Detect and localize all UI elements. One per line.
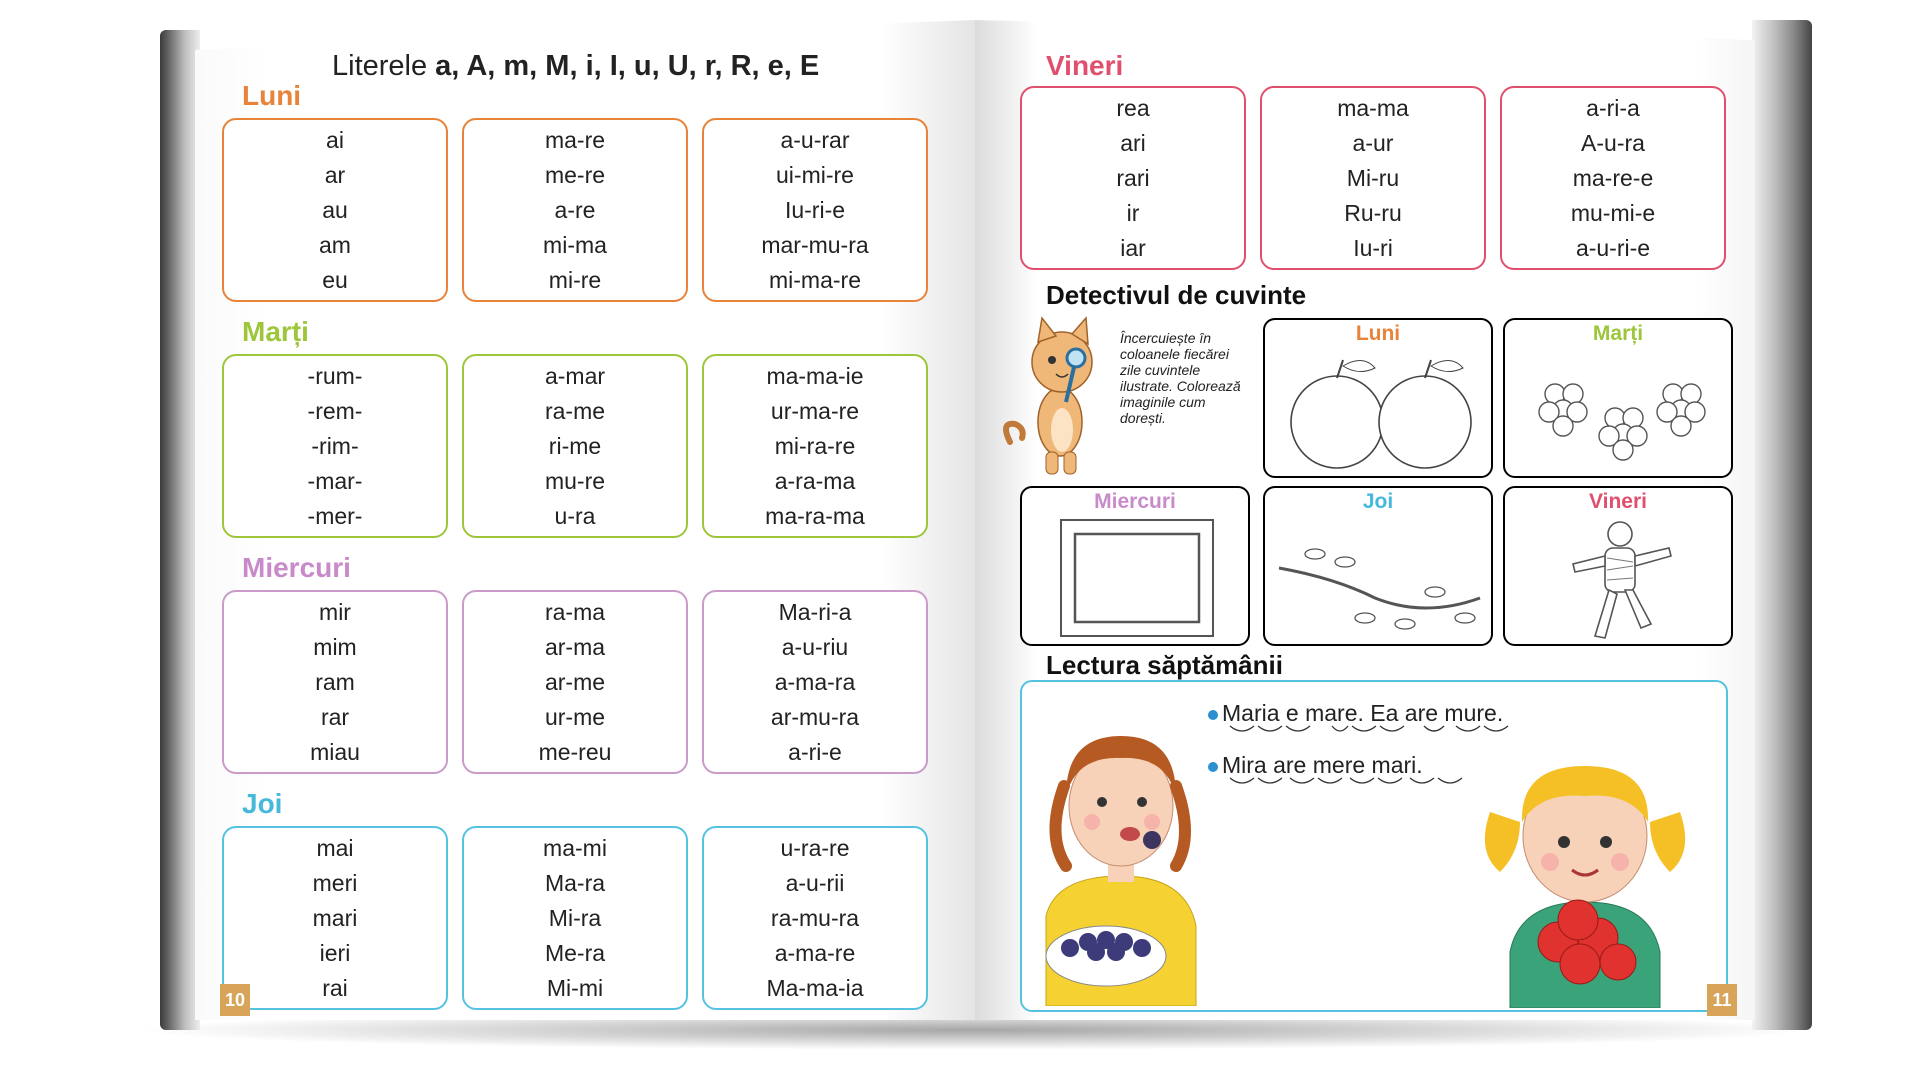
word-box	[462, 118, 688, 302]
book-edge-right	[1752, 20, 1812, 1030]
word: mir	[319, 598, 351, 625]
syllable-arcs	[1228, 776, 1468, 788]
reading-sentence: Mira are mere mari.	[1208, 752, 1423, 779]
word: a-ma-ra	[774, 668, 856, 695]
word: eu	[322, 266, 348, 293]
word-box	[1260, 86, 1486, 270]
word-box	[702, 118, 928, 302]
word: me-reu	[538, 738, 612, 765]
word: ui-mi-re	[776, 161, 854, 188]
word: u-ra	[554, 502, 596, 529]
page-title	[332, 50, 932, 83]
word: ra-mu-ra	[770, 904, 860, 931]
word: a-ma-re	[774, 939, 856, 966]
word: Me-ra	[544, 939, 606, 966]
page-number-left: 10	[220, 984, 250, 1016]
word: ar	[324, 161, 346, 188]
word: ma-ma-ie	[766, 362, 864, 389]
day-label-joi: Joi	[242, 788, 283, 819]
word-box	[462, 590, 688, 774]
page-number-right: 11	[1707, 984, 1737, 1016]
branch-icon	[1275, 528, 1485, 638]
word: ar-ma	[544, 633, 606, 660]
detective-title: Detectivul de cuvinte	[1046, 280, 1307, 310]
picture-label: Joi	[1362, 490, 1394, 513]
word: mai	[316, 834, 354, 861]
word: iar	[1120, 234, 1146, 261]
picture-box-marti	[1503, 318, 1733, 478]
picture-label: Luni	[1355, 322, 1401, 345]
word: ma-ma	[1337, 94, 1409, 121]
reading-title: Lectura săptămânii	[1046, 650, 1283, 680]
word-box	[1020, 86, 1246, 270]
blackberries-icon	[1525, 354, 1715, 472]
word: rar	[320, 703, 350, 730]
detective-instruction: Încercuiește în coloanele fiecărei zile cuvintele ilustrate. Colorează imaginile cum dorești.	[1120, 330, 1241, 426]
word-box	[222, 118, 448, 302]
word: meri	[312, 869, 358, 896]
word-box	[702, 354, 928, 538]
word: a-u-rar	[780, 126, 850, 153]
word: mu-re	[544, 467, 606, 494]
word: -rem-	[307, 397, 363, 424]
word-box	[222, 354, 448, 538]
word: ir	[1126, 199, 1140, 226]
word: -rum-	[307, 362, 363, 389]
word: ur-me	[544, 703, 606, 730]
syllable-arcs	[1228, 724, 1528, 736]
word: a-u-riu	[781, 633, 849, 660]
word: rari	[1116, 164, 1150, 191]
word: Ru-ru	[1344, 199, 1402, 226]
word: Ma-ma-ia	[766, 974, 864, 1001]
title-prefix: Literele	[332, 50, 436, 82]
word: a-ri-a	[1586, 94, 1640, 121]
picture-box-luni	[1263, 318, 1493, 478]
picture-box-miercuri	[1020, 486, 1250, 646]
word: -mer-	[307, 502, 363, 529]
day-label-vineri: Vineri	[1046, 50, 1124, 81]
word: ieri	[319, 939, 351, 966]
word: a-ur	[1352, 129, 1394, 156]
picture-box-vineri	[1503, 486, 1733, 646]
word: -rim-	[311, 432, 359, 459]
word: ur-ma-re	[770, 397, 860, 424]
mummy-icon	[1565, 518, 1675, 643]
word: mi-ra-re	[774, 432, 856, 459]
word: ma-re-e	[1572, 164, 1654, 191]
picture-label: Vineri	[1589, 490, 1647, 513]
word: A-u-ra	[1581, 129, 1645, 156]
word: ai	[326, 126, 344, 153]
word: Mi-ra	[548, 904, 602, 931]
word-box	[222, 590, 448, 774]
word: am	[319, 231, 351, 258]
frame-icon	[1057, 516, 1217, 640]
word: mi-ma-re	[769, 266, 861, 293]
word: ri-me	[548, 432, 602, 459]
word: rai	[322, 974, 348, 1001]
word: mar-mu-ra	[761, 231, 869, 258]
word: u-ra-re	[780, 834, 850, 861]
reading-sentence: Maria e mare. Ea are mure.	[1208, 700, 1503, 727]
word: mi-re	[548, 266, 602, 293]
word-box	[1500, 86, 1726, 270]
word: a-u-ri-e	[1575, 234, 1651, 261]
word: me-re	[544, 161, 606, 188]
word: a-u-rii	[785, 869, 845, 896]
day-label-luni: Luni	[242, 80, 302, 111]
word-box	[702, 826, 928, 1010]
word: ram	[315, 668, 355, 695]
word: -mar-	[307, 467, 363, 494]
word: Ma-ra	[544, 869, 606, 896]
word: ma-mi	[543, 834, 607, 861]
word: Ma-ri-a	[778, 598, 852, 625]
word: miau	[310, 738, 360, 765]
word: ari	[1120, 129, 1146, 156]
day-label-marti: Marți	[242, 316, 309, 347]
girl-holding-apples-illustration	[1480, 752, 1690, 1008]
word: mari	[312, 904, 358, 931]
word: ma-re	[544, 126, 606, 153]
word: a-mar	[544, 362, 606, 389]
word: Iu-ri-e	[784, 196, 846, 223]
word: mu-mi-e	[1570, 199, 1656, 226]
word: ma-ra-ma	[765, 502, 865, 529]
picture-label: Marți	[1592, 322, 1644, 345]
day-label-miercuri: Miercuri	[242, 552, 351, 583]
picture-box-joi	[1263, 486, 1493, 646]
word-box	[222, 826, 448, 1010]
word: ar-mu-ra	[770, 703, 860, 730]
word: a-ri-e	[788, 738, 842, 765]
word: ra-ma	[544, 598, 606, 625]
word: Mi-ru	[1346, 164, 1400, 191]
word: a-re	[554, 196, 596, 223]
book-edge-left	[160, 30, 200, 1030]
word: Mi-mi	[546, 974, 604, 1001]
word: rea	[1116, 94, 1150, 121]
word-box	[462, 354, 688, 538]
word-box	[462, 826, 688, 1010]
word: a-ra-ma	[774, 467, 856, 494]
word: mi-ma	[543, 231, 607, 258]
title-letters: a, A, m, M, i, I, u, U, r, R, e, E	[435, 50, 820, 82]
word: ra-me	[544, 397, 606, 424]
picture-label: Miercuri	[1094, 490, 1176, 513]
word: mim	[313, 633, 357, 660]
girl-eating-berries-illustration	[1026, 716, 1216, 1006]
word: au	[322, 196, 348, 223]
word: ar-me	[544, 668, 606, 695]
apples-icon	[1285, 354, 1475, 472]
word: Iu-ri	[1353, 234, 1393, 261]
cat-detective-icon	[1000, 312, 1120, 482]
word-box	[702, 590, 928, 774]
